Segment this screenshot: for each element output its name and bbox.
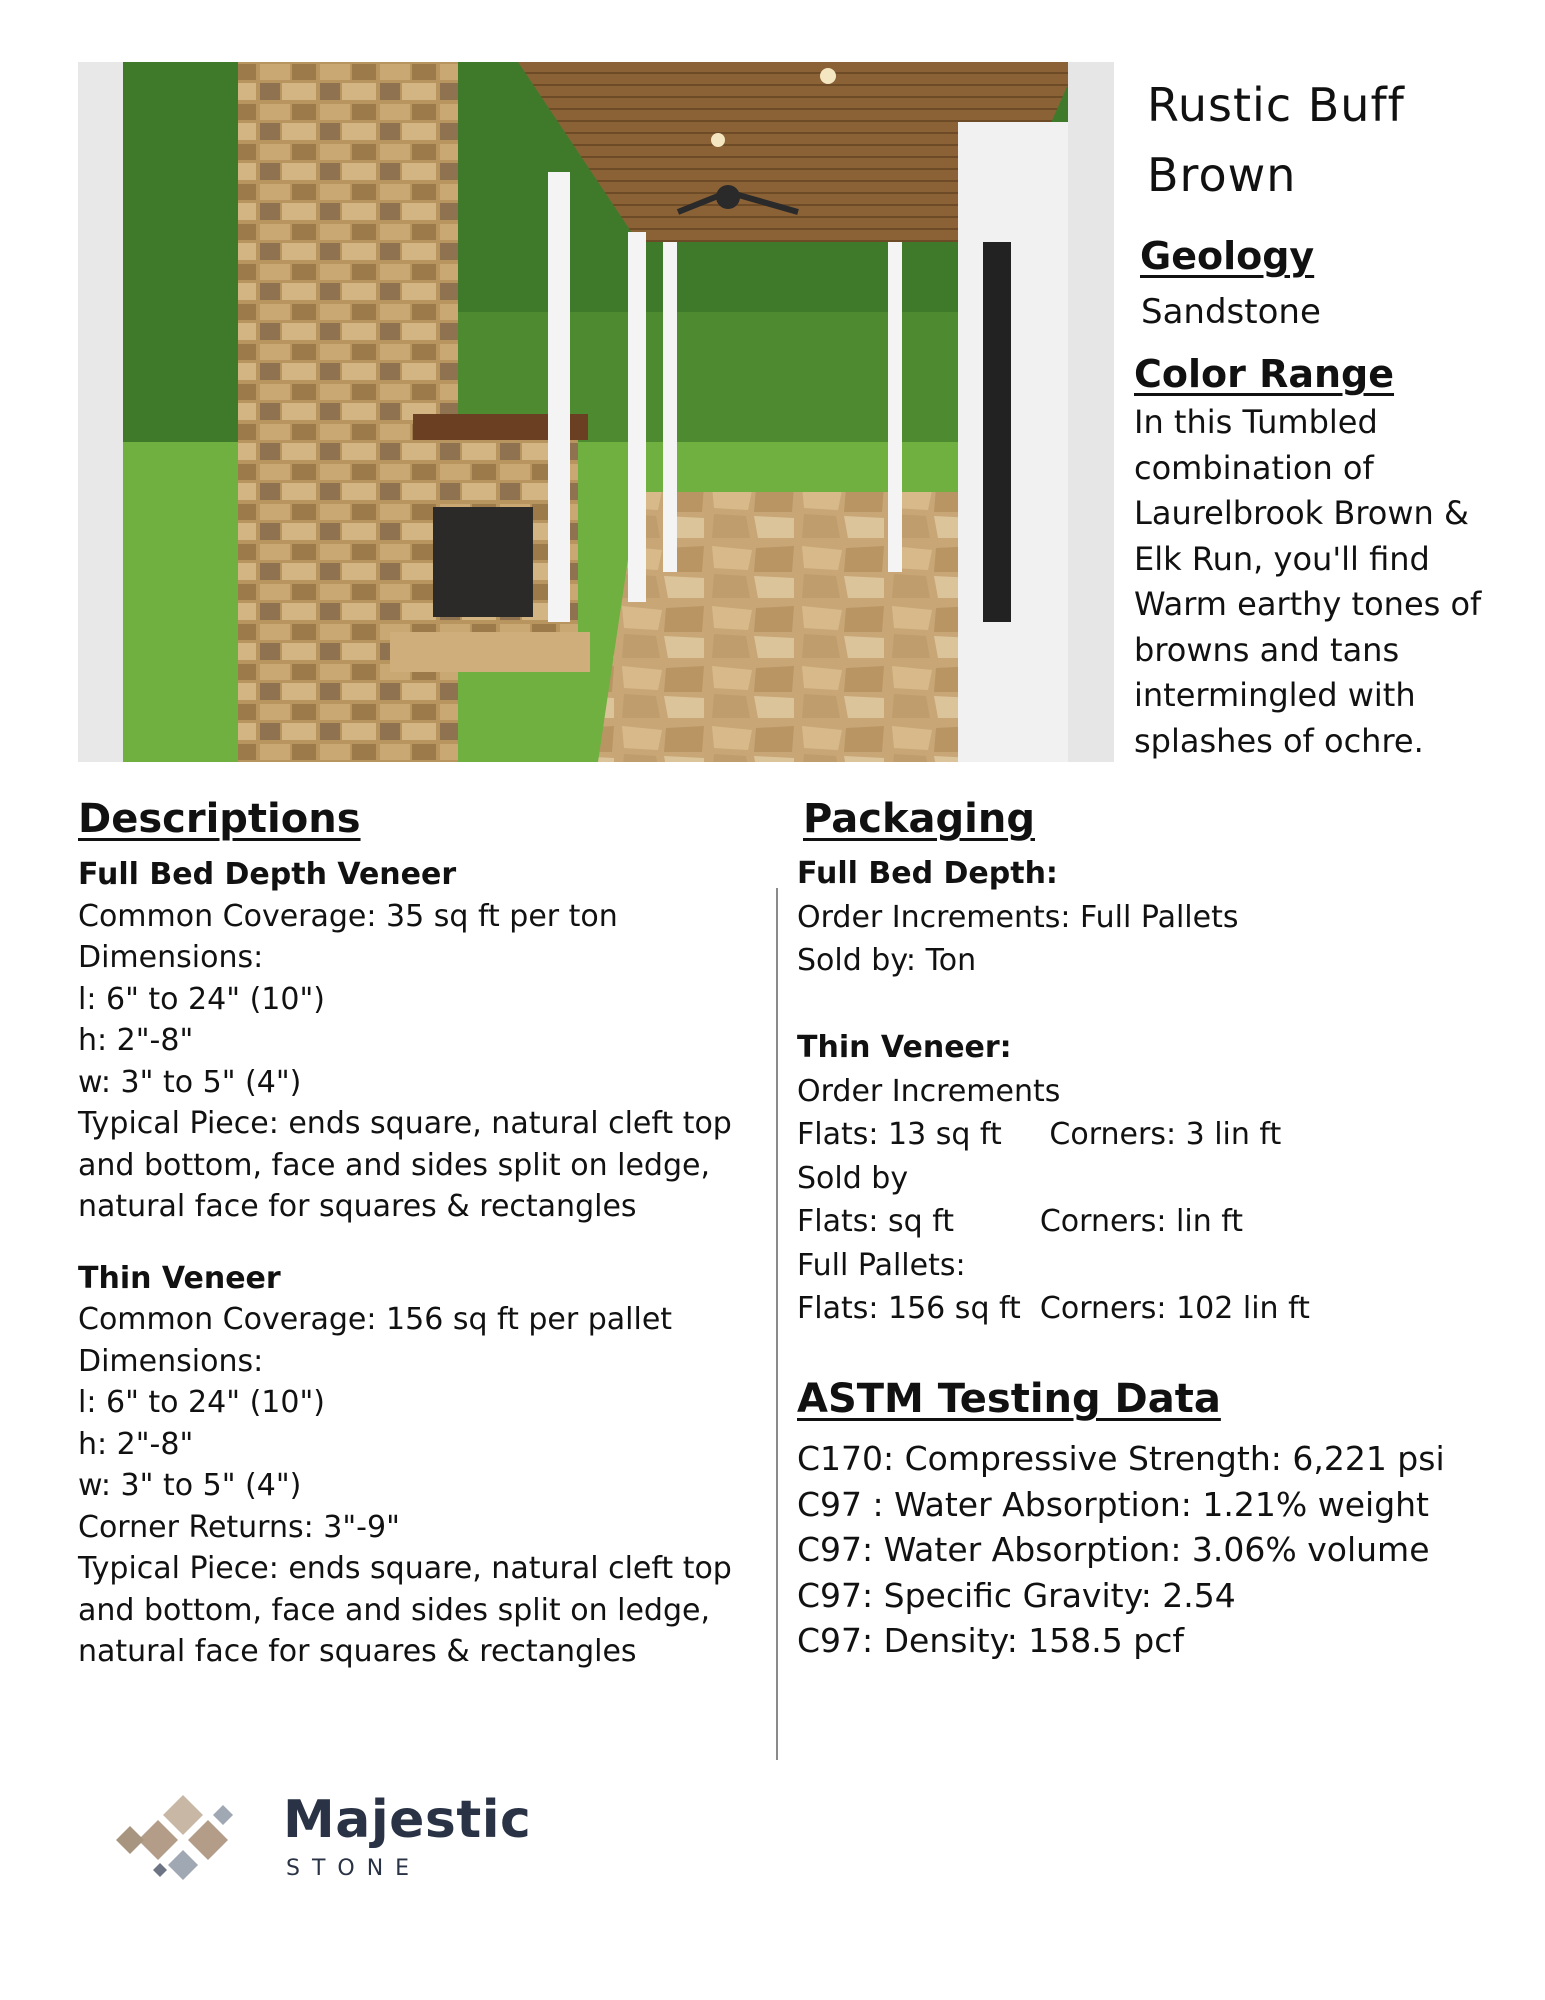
geology-value: Sandstone — [1141, 292, 1321, 332]
desc-line: l: 6" to 24" (10") — [78, 1385, 325, 1420]
color-range-line: Laurelbrook Brown & — [1134, 494, 1469, 532]
packaging-section — [797, 852, 1517, 1331]
pack-line: Sold by: Ton — [797, 943, 977, 978]
color-range-line: browns and tans — [1134, 630, 1400, 669]
geology-heading: Geology — [1140, 234, 1315, 278]
thin-veneer-title: Thin Veneer — [78, 1260, 281, 1296]
astm-line: C170: Compressive Strength: 6,221 psi — [797, 1439, 1445, 1478]
full-bed-depth-title: Full Bed Depth: — [797, 856, 1058, 891]
desc-line: h: 2"-8" — [78, 1023, 194, 1058]
color-range-heading: Color Range — [1134, 352, 1395, 396]
astm-line: C97: Specific Gravity: 2.54 — [797, 1575, 1236, 1615]
color-range-line: In this Tumbled — [1134, 403, 1378, 441]
desc-line: w: 3" to 5" (4") — [78, 1468, 302, 1503]
packaging-heading: Packaging — [803, 796, 1035, 842]
desc-line: Corner Returns: 3"-9" — [78, 1509, 400, 1545]
desc-line: and bottom, face and sides split on ledge, — [78, 1592, 711, 1628]
full-bed-veneer-title: Full Bed Depth Veneer — [78, 857, 457, 892]
product-title-line2: Brown — [1147, 148, 1297, 202]
astm-line: C97: Water Absorption: 3.06% volume — [797, 1530, 1430, 1569]
column-divider — [776, 888, 778, 1760]
thin-veneer-pack-title: Thin Veneer: — [797, 1030, 1012, 1065]
color-range-line: combination of — [1134, 448, 1374, 487]
product-title — [1147, 70, 1527, 210]
astm-section — [797, 1436, 1517, 1664]
desc-line: Dimensions: — [78, 1343, 264, 1379]
desc-line: natural face for squares & rectangles — [78, 1634, 637, 1669]
logo-wordmark: Majestic — [283, 1790, 532, 1850]
desc-line: h: 2"-8" — [78, 1426, 194, 1462]
desc-line: Common Coverage: 35 sq ft per ton — [78, 898, 618, 934]
porch-fireplace-photo — [78, 62, 1114, 762]
logo-subtitle: STONE — [286, 1856, 422, 1881]
pack-line: Full Pallets: — [797, 1247, 966, 1283]
color-range-line: splashes of ochre. — [1134, 721, 1424, 760]
desc-line: Common Coverage: 156 sq ft per pallet — [78, 1302, 673, 1337]
desc-line: Typical Piece: ends square, natural cleft top — [78, 1106, 732, 1141]
color-range-line: intermingled with — [1134, 676, 1416, 714]
astm-line: C97 : Water Absorption: 1.21% weight — [797, 1484, 1429, 1524]
desc-line: l: 6" to 24" (10") — [78, 981, 325, 1017]
descriptions-section — [78, 854, 758, 1673]
product-title-line1: Rustic Buff — [1147, 78, 1405, 132]
color-range-line: Elk Run, you'll find — [1134, 539, 1430, 578]
pack-line: Flats: 156 sq ft Corners: 102 lin ft — [797, 1291, 1310, 1326]
desc-line: Typical Piece: ends square, natural cleft top — [78, 1551, 732, 1586]
desc-line: natural face for squares & rectangles — [78, 1189, 637, 1224]
desc-line: Dimensions: — [78, 940, 264, 975]
pack-line: Sold by — [797, 1160, 909, 1196]
astm-line: C97: Density: 158.5 pcf — [797, 1621, 1184, 1660]
majestic-logo-mark-icon — [108, 1790, 258, 1890]
color-range-line: Warm earthy tones of — [1134, 585, 1482, 623]
pack-line: Order Increments: Full Pallets — [797, 899, 1239, 935]
pack-line: Flats: 13 sq ft Corners: 3 lin ft — [797, 1117, 1282, 1152]
astm-heading: ASTM Testing Data — [797, 1376, 1221, 1422]
desc-line: w: 3" to 5" (4") — [78, 1064, 302, 1100]
desc-line: and bottom, face and sides split on ledge, — [78, 1147, 711, 1183]
descriptions-heading: Descriptions — [78, 796, 361, 842]
pack-line: Order Increments — [797, 1073, 1061, 1109]
color-range-text — [1134, 400, 1534, 764]
pack-line: Flats: sq ft Corners: lin ft — [797, 1204, 1244, 1239]
